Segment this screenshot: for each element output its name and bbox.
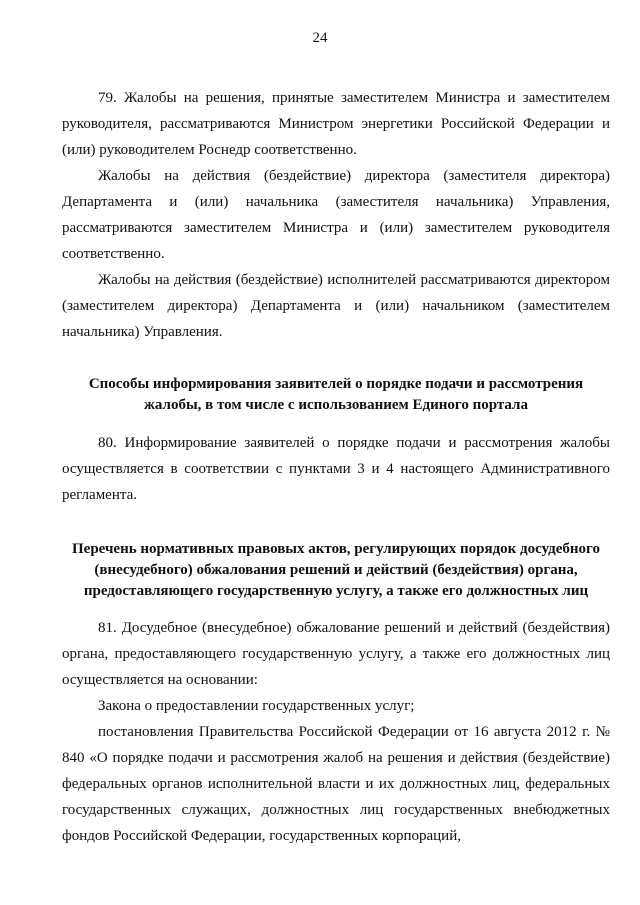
section-informing xyxy=(62,430,610,508)
page-number: 24 xyxy=(312,30,328,46)
paragraph-79: 79. Жалобы на решения, принятые заместителем Министра и заместителем руководителя, рассматриваются Министром энергетики Российской Федерации и (или) руководителем Роснедр соответственно. xyxy=(62,90,610,158)
heading-line: Перечень нормативных правовых актов, регулирующих порядок досудебного xyxy=(72,541,600,557)
paragraph-complaints-directors: Жалобы на действия (бездействие) директора (заместителя директора) Департамента и (или) начальника (заместителя начальника) Управления, рассматриваются заместителем Министра и (или) заместителем руководителя соответственно. xyxy=(62,168,610,262)
paragraph-law-reference: Закона о предоставлении государственных услуг; xyxy=(98,698,415,714)
section-complaints-review xyxy=(62,85,610,345)
paragraph-81: 81. Досудебное (внесудебное) обжалование решений и действий (бездействия) органа, предоставляющего государственную услугу, а также его должностных лиц осуществляется на основании: xyxy=(62,620,610,688)
heading-line: жалобы, в том числе с использованием Единого портала xyxy=(144,397,528,413)
paragraph-80: 80. Информирование заявителей о порядке подачи и рассмотрения жалобы осуществляется в соответствии с пунктами 3 и 4 настоящего Административного регламента. xyxy=(62,435,610,503)
heading-line: предоставляющего государственную услугу, а также его должностных лиц xyxy=(83,583,589,599)
section-legal-basis xyxy=(62,615,610,849)
heading-informing-methods xyxy=(62,374,610,416)
heading-line: (внесудебного) обжалования решений и действий (бездействия) органа, xyxy=(94,562,578,578)
paragraph-decree-reference: постановления Правительства Российской Федерации от 16 августа 2012 г. № 840 «О порядке подачи и рассмотрения жалоб на решения и действия (бездействие) федеральных органов исполнительной власти и их должностных лиц, федеральных государственных служащих, должностных лиц государственных внебюджетных фондов Российской Федерации, государственных корпораций, xyxy=(62,724,610,844)
heading-line: Способы информирования заявителей о порядке подачи и рассмотрения xyxy=(88,376,584,392)
heading-legal-acts xyxy=(62,539,610,602)
paragraph-complaints-executors: Жалобы на действия (бездействие) исполнителей рассматриваются директором (заместителем директора) Департамента и (или) начальником (заместителем начальника) Управления. xyxy=(62,272,610,340)
